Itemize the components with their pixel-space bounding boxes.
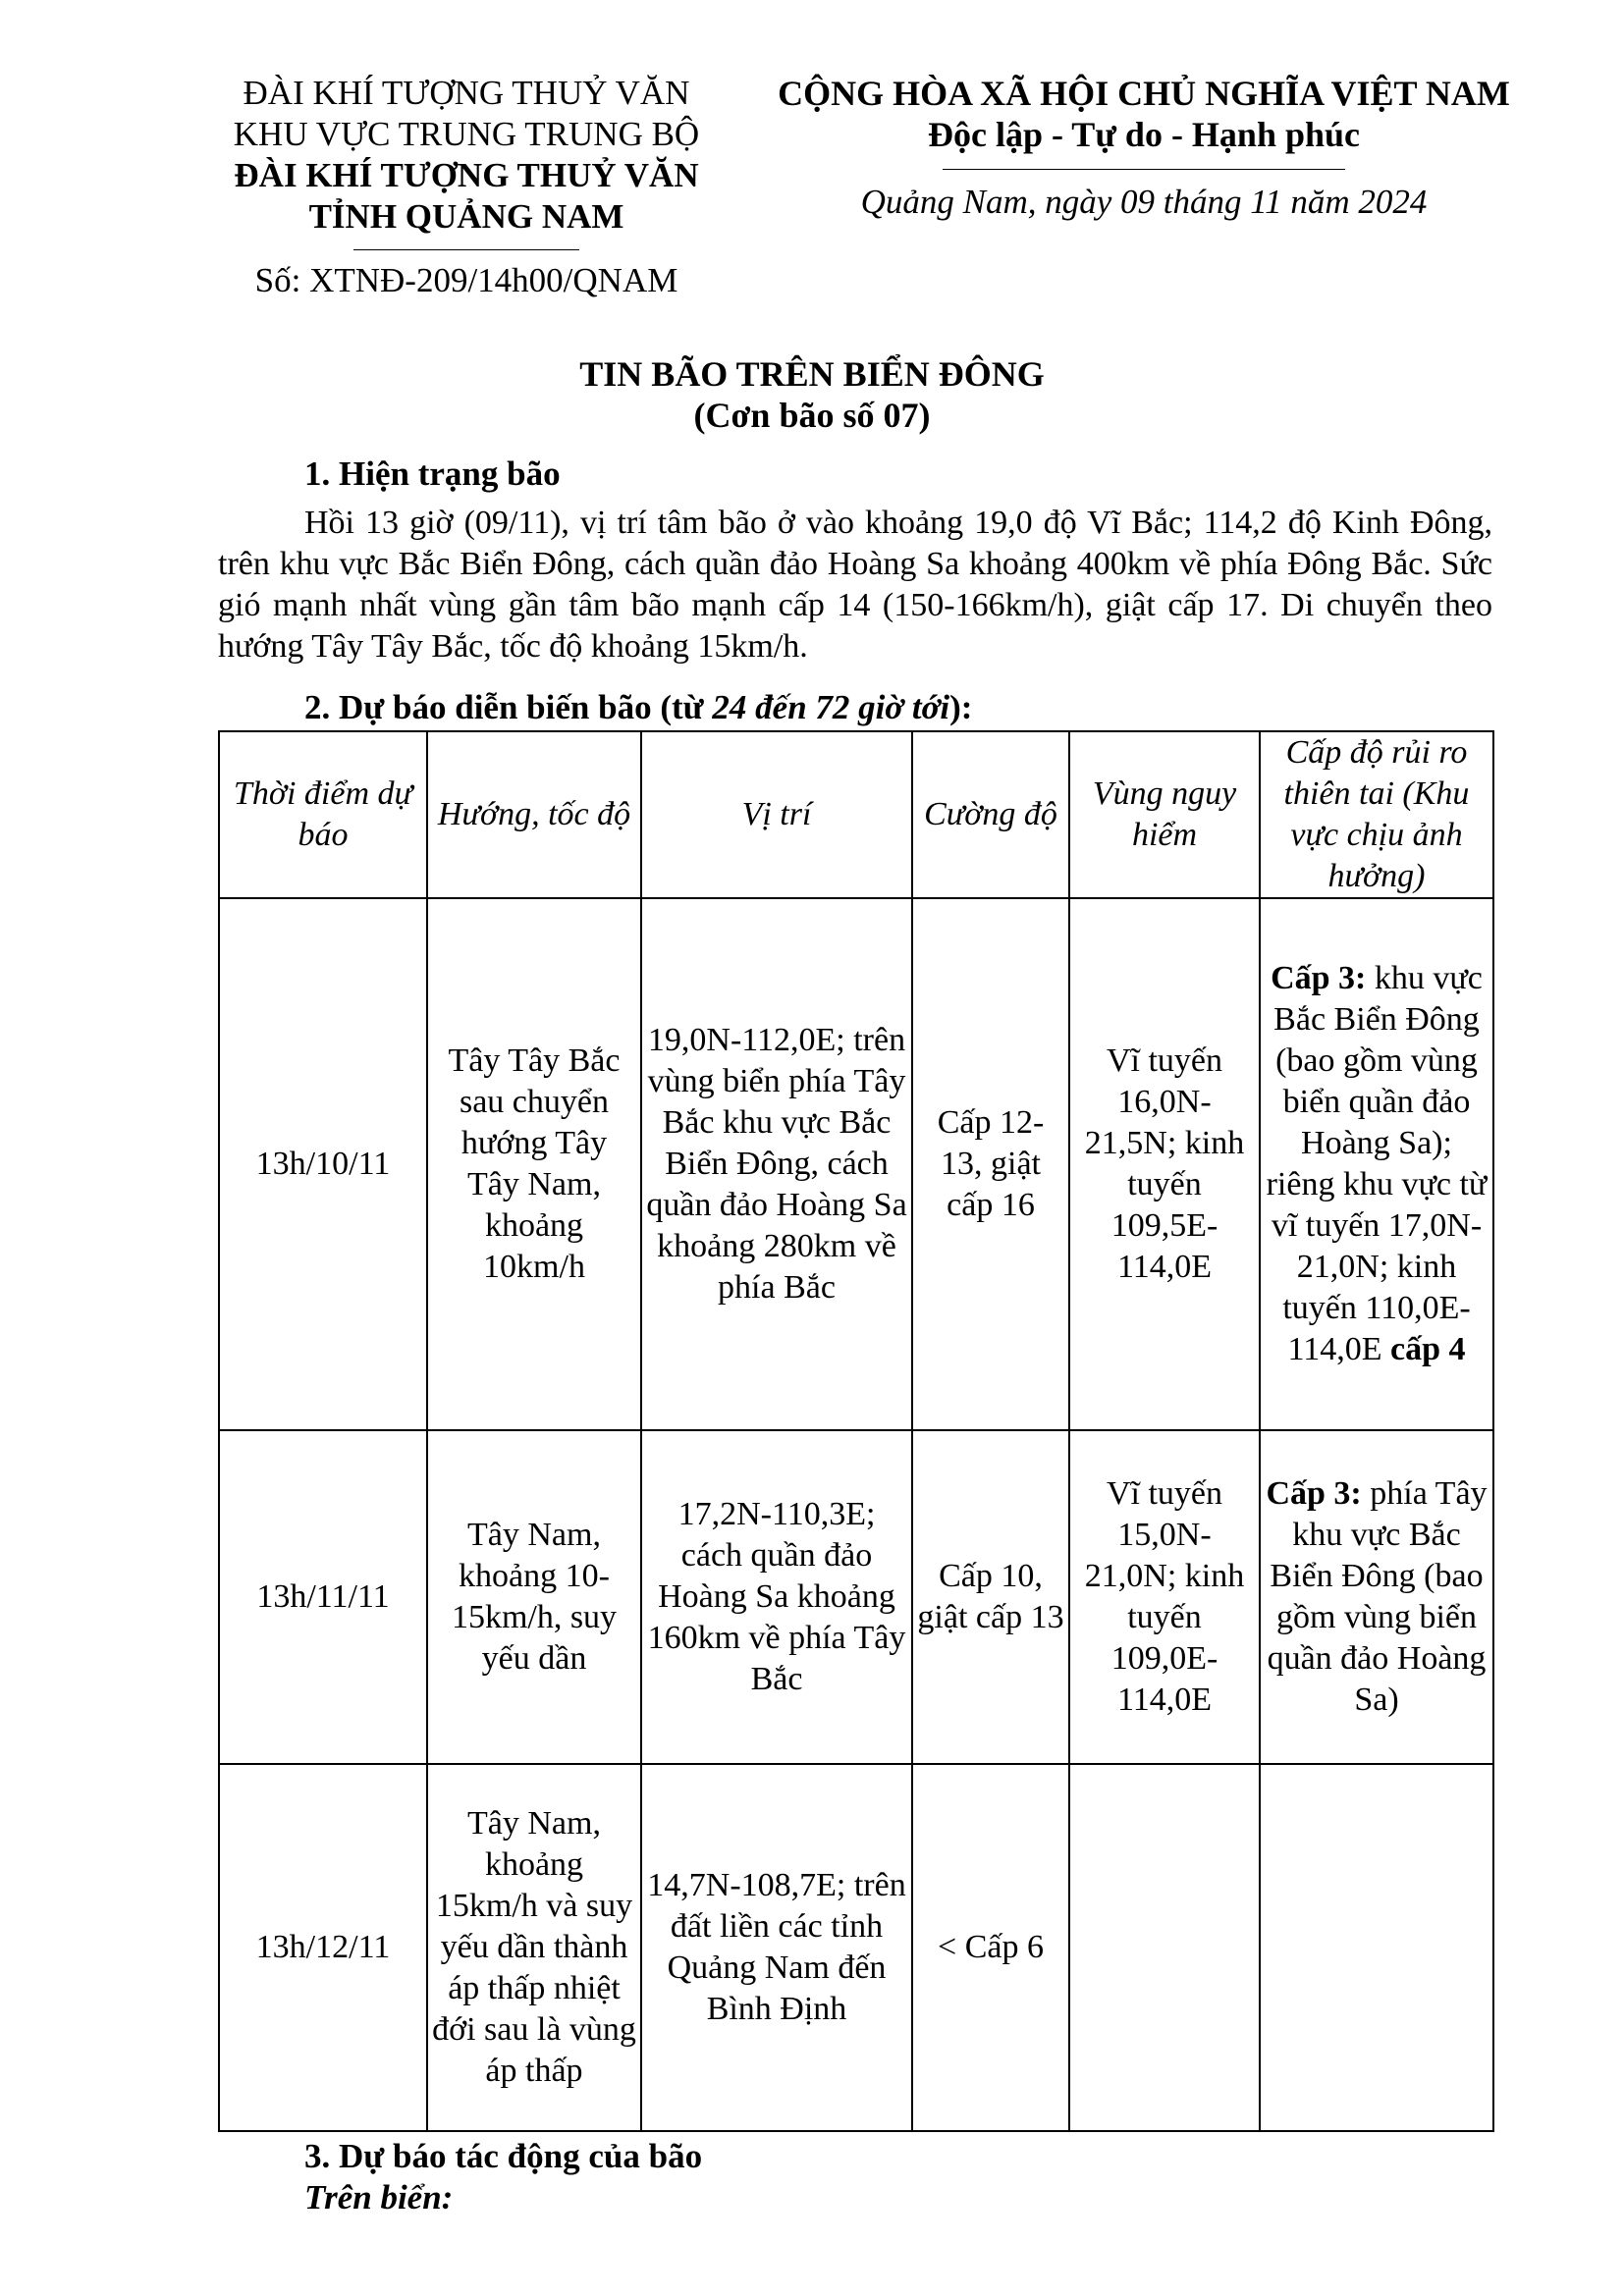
motto-divider <box>943 169 1345 170</box>
section3-subheading: Trên biển: <box>304 2178 454 2216</box>
risk-level-label: Cấp 3: <box>1271 960 1367 996</box>
risk-level-text: phía Tây khu vực Bắc Biển Đông (bao gồm vùng biển quần đảo Hoàng Sa) <box>1267 1475 1488 1718</box>
nation-name: CỘNG HÒA XÃ HỘI CHỦ NGHĨA VIỆT NAM <box>778 74 1510 113</box>
cell-position: 19,0N-112,0E; trên vùng biển phía Tây Bắc khu vực Bắc Biển Đông, cách quần đảo Hoàng Sa khoảng 280km về phía Bắc <box>641 898 912 1430</box>
national-motto: Độc lập - Tự do - Hạnh phúc <box>927 115 1361 154</box>
section2-heading-end: ): <box>949 688 973 726</box>
document-title-block <box>0 353 1624 436</box>
table-header-row <box>219 731 1493 898</box>
cell-time: 13h/12/11 <box>219 1764 427 2131</box>
document-subtitle: (Cơn bão số 07) <box>693 396 931 435</box>
issuer-parent-org-line1: ĐÀI KHÍ TƯỢNG THUỶ VĂN <box>243 74 690 112</box>
cell-risk-level <box>1260 898 1493 1430</box>
issuer-block <box>187 73 746 301</box>
cell-direction: Tây Nam, khoảng 15km/h và suy yếu dần thành áp thấp nhiệt đới sau là vùng áp thấp <box>427 1764 641 2131</box>
section1-heading: 1. Hiện trạng bão <box>304 454 561 493</box>
cell-danger-zone: Vĩ tuyến 15,0N-21,0N; kinh tuyến 109,0E-114,0E <box>1069 1430 1260 1764</box>
cell-intensity: < Cấp 6 <box>912 1764 1069 2131</box>
issuer-org-line1: ĐÀI KHÍ TƯỢNG THUỶ VĂN <box>234 156 699 194</box>
col-header-danger-zone: Vùng nguy hiểm <box>1069 731 1260 898</box>
cell-intensity: Cấp 10, giật cấp 13 <box>912 1430 1069 1764</box>
cell-risk-level <box>1260 1430 1493 1764</box>
issuer-org-line2: TỈNH QUẢNG NAM <box>308 197 624 236</box>
section2-heading-start: 2. Dự báo diễn biến bão (từ <box>304 688 713 726</box>
cell-danger-zone <box>1069 1764 1260 2131</box>
cell-position: 17,2N-110,3E; cách quần đảo Hoàng Sa khoảng 160km về phía Tây Bắc <box>641 1430 912 1764</box>
cell-danger-zone: Vĩ tuyến 16,0N-21,5N; kinh tuyến 109,5E-114,0E <box>1069 898 1260 1430</box>
issuer-divider <box>353 249 579 250</box>
issue-date: Quảng Nam, ngày 09 tháng 11 năm 2024 <box>860 183 1428 221</box>
table-row <box>219 898 1493 1430</box>
cell-direction: Tây Tây Bắc sau chuyển hướng Tây Tây Nam, khoảng 10km/h <box>427 898 641 1430</box>
section3-heading: 3. Dự báo tác động của bão <box>304 2137 703 2175</box>
cell-risk-level <box>1260 1764 1493 2131</box>
section2-heading-range: 24 đến 72 giờ tới <box>712 688 950 726</box>
section1-paragraph: Hồi 13 giờ (09/11), vị trí tâm bão ở vào khoảng 19,0 độ Vĩ Bắc; 114,2 độ Kinh Đông, trên khu vực Bắc Biển Đông, cách quần đảo Hoàng Sa khoảng 400km về phía Đông Bắc. Sức gió mạnh nhất vùng gần tâm bão mạnh cấp 14 (150-166km/h), giật cấp 17. Di chuyển theo hướng Tây Tây Bắc, tốc độ khoảng 15km/h. <box>218 505 1492 665</box>
col-header-risk-level: Cấp độ rủi ro thiên tai (Khu vực chịu ảnh hưởng) <box>1260 731 1493 898</box>
table-row <box>219 1764 1493 2131</box>
cell-intensity: Cấp 12-13, giật cấp 16 <box>912 898 1069 1430</box>
national-header <box>727 73 1561 223</box>
cell-time: 13h/10/11 <box>219 898 427 1430</box>
issuer-parent-org-line2: KHU VỰC TRUNG TRUNG BỘ <box>233 115 700 153</box>
document-title: TIN BÃO TRÊN BIỂN ĐÔNG <box>579 354 1045 394</box>
cell-time: 13h/11/11 <box>219 1430 427 1764</box>
col-header-time: Thời điểm dự báo <box>219 731 427 898</box>
col-header-direction: Hướng, tốc độ <box>427 731 641 898</box>
document-number: Số: XTNĐ-209/14h00/QNAM <box>254 261 678 299</box>
section2-heading <box>304 687 972 728</box>
cell-direction: Tây Nam, khoảng 10-15km/h, suy yếu dần <box>427 1430 641 1764</box>
risk-level-label-secondary: cấp 4 <box>1390 1331 1466 1367</box>
col-header-intensity: Cường độ <box>912 731 1069 898</box>
forecast-table <box>218 730 1494 2132</box>
cell-position: 14,7N-108,7E; trên đất liền các tỉnh Quảng Nam đến Bình Định <box>641 1764 912 2131</box>
col-header-position: Vị trí <box>641 731 912 898</box>
risk-level-label: Cấp 3: <box>1266 1475 1362 1512</box>
table-row <box>219 1430 1493 1764</box>
risk-level-text: khu vực Bắc Biển Đông (bao gồm vùng biển quần đảo Hoàng Sa); riêng khu vực từ vĩ tuyến 17,0N-21,0N; kinh tuyến 110,0E-114,0E <box>1266 960 1488 1367</box>
